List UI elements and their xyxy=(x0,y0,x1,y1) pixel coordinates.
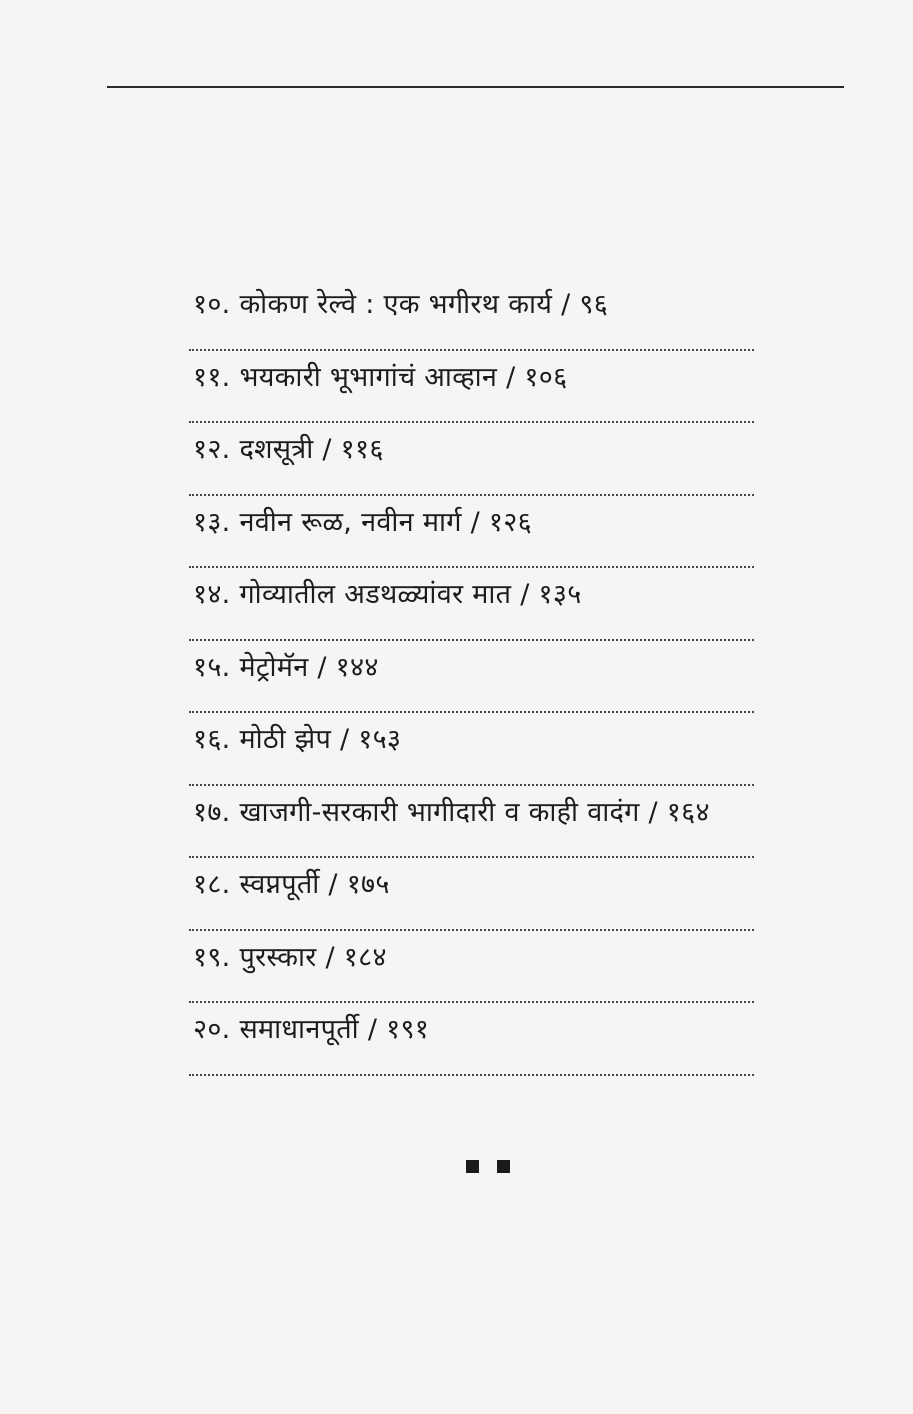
toc-entry-text: २०. समाधानपूर्ती / १९१ xyxy=(193,1014,430,1045)
end-marks xyxy=(466,1160,510,1173)
toc-entry-text: १२. दशसूत्री / ११६ xyxy=(193,434,384,465)
toc-entry-text: १५. मेट्रोमॅन / १४४ xyxy=(193,651,379,683)
header-rule xyxy=(107,86,844,88)
toc-entry xyxy=(189,278,754,351)
dotted-rule xyxy=(189,1074,754,1076)
toc-entry-text: १७. खाजगी-सरकारी भागीदारी व काही वादंग / १६४ xyxy=(193,796,710,828)
toc-entry xyxy=(189,858,754,931)
toc-entry xyxy=(189,568,754,641)
end-mark-square-icon xyxy=(497,1160,510,1173)
table-of-contents xyxy=(189,278,754,1076)
toc-entry xyxy=(189,931,754,1004)
toc-entry xyxy=(189,496,754,569)
toc-entry-text: १३. नवीन रूळ, नवीन मार्ग / १२६ xyxy=(193,506,532,538)
toc-entry-text: ११. भयकारी भूभागांचं आव्हान / १०६ xyxy=(193,361,568,393)
toc-entry xyxy=(189,423,754,496)
toc-entry xyxy=(189,1003,754,1076)
end-mark-square-icon xyxy=(466,1160,479,1173)
toc-entry xyxy=(189,713,754,786)
toc-entry-text: १८. स्वप्नपूर्ती / १७५ xyxy=(193,869,390,900)
toc-entry-text: १०. कोकण रेल्वे : एक भगीरथ कार्य / ९६ xyxy=(193,289,609,320)
toc-entry-text: १६. मोठी झेप / १५३ xyxy=(193,724,402,755)
toc-entry xyxy=(189,641,754,714)
toc-entry xyxy=(189,786,754,859)
toc-entry-text: १९. पुरस्कार / १८४ xyxy=(193,941,387,973)
toc-entry-text: १४. गोव्यातील अडथळ्यांवर मात / १३५ xyxy=(193,579,582,610)
toc-entry xyxy=(189,351,754,424)
